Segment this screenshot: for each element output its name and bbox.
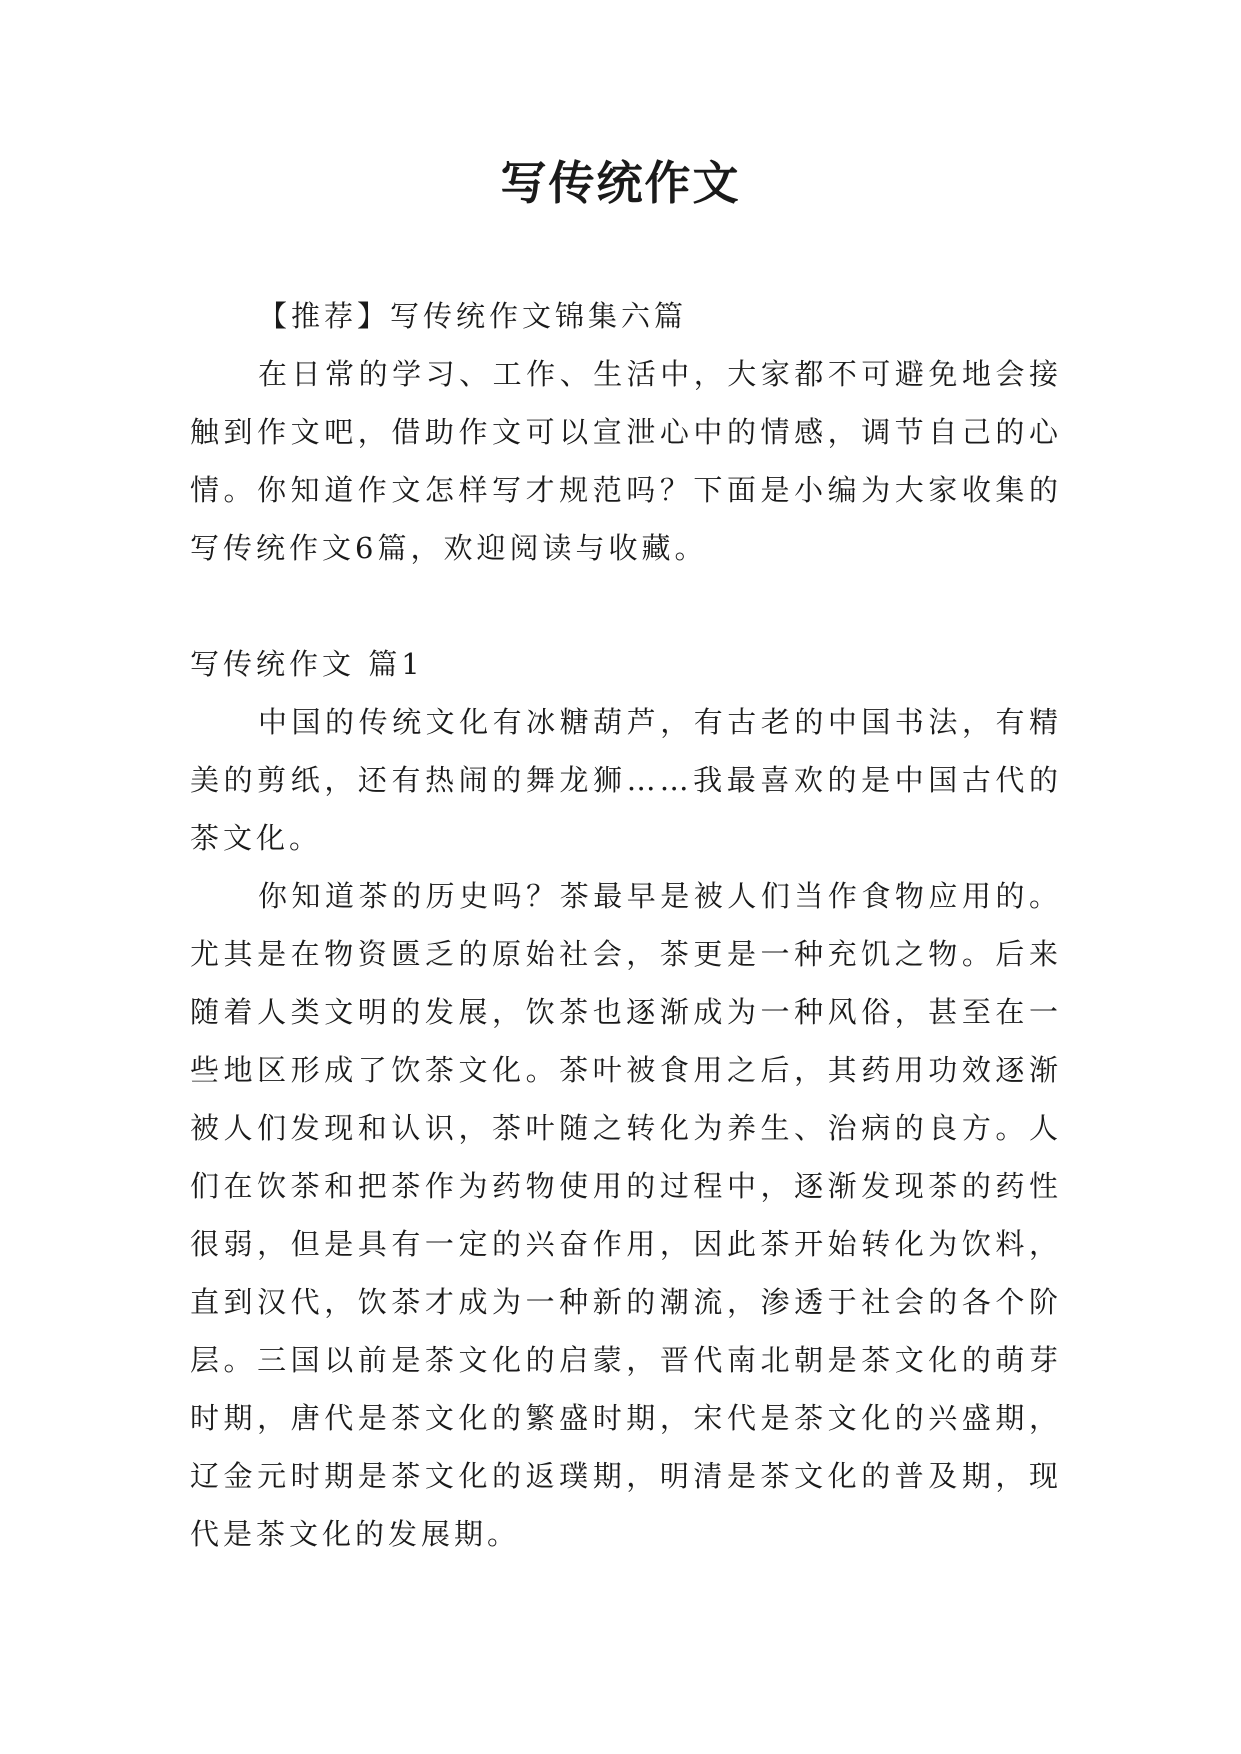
body-paragraph: 你知道茶的历史吗？茶最早是被人们当作食物应用的。尤其是在物资匮乏的原始社会，茶更是一种充饥之物。后来随着人类文明的发展，饮茶也逐渐成为一种风俗，甚至在一些地区形成了饮茶文化。茶叶被食用之后，其药用功效逐渐被人们发现和认识，茶叶随之转化为养生、治病的良方。人们在饮茶和把茶作为药物使用的过程中，逐渐发现茶的药性很弱，但是具有一定的兴奋作用，因此茶开始转化为饮料，直到汉代，饮茶才成为一种新的潮流，渗透于社会的各个阶层。三国以前是茶文化的启蒙，晋代南北朝是茶文化的萌芽时期，唐代是茶文化的繁盛时期，宋代是茶文化的兴盛期，辽金元时期是茶文化的返璞期，明清是茶文化的普及期，现代是茶文化的发展期。	[190, 879, 1062, 1551]
body-paragraph: 中国的传统文化有冰糖葫芦，有古老的中国书法，有精美的剪纸，还有热闹的舞龙狮……我最喜欢的是中国古代的茶文化。	[190, 705, 1062, 855]
document-body	[190, 287, 1062, 1563]
page-title: 写传统作文	[500, 156, 741, 210]
intro-paragraph: 在日常的学习、工作、生活中，大家都不可避免地会接触到作文吧，借助作文可以宣泄心中的情感，调节自己的心情。你知道作文怎样写才规范吗？下面是小编为大家收集的写传统作文6篇，欢迎阅读与收藏。	[190, 357, 1062, 565]
recommend-line: 【推荐】写传统作文锦集六篇	[258, 299, 688, 333]
section-heading: 写传统作文 篇1	[190, 647, 424, 681]
